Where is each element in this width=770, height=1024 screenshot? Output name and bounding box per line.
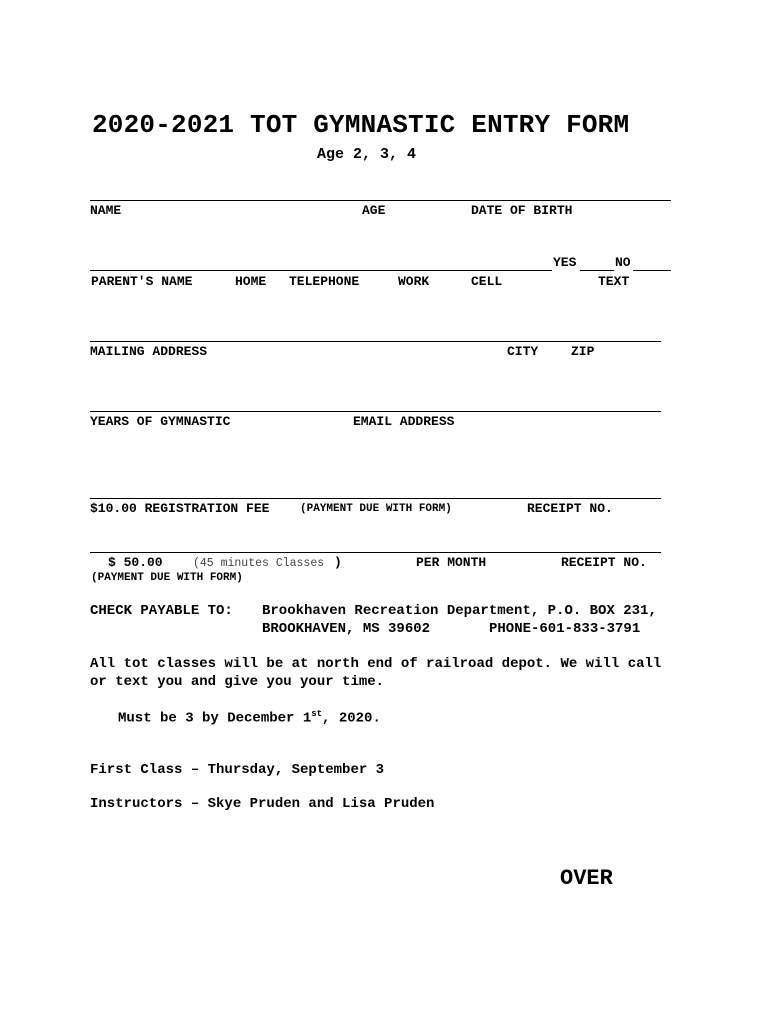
registration-fee-label: $10.00 REGISTRATION FEE (90, 501, 270, 516)
receipt-label-2: RECEIPT NO. (561, 555, 647, 570)
name-line[interactable] (90, 200, 671, 201)
yes-label: YES (553, 255, 577, 270)
parent-name-label: PARENT'S NAME (91, 274, 193, 289)
age-requirement-suffix: st (311, 709, 323, 719)
per-month-label: PER MONTH (416, 555, 487, 570)
check-payable-label: CHECK PAYABLE TO: (90, 603, 233, 619)
payee-line-1: Brookhaven Recreation Department, P.O. BOX 231, (262, 603, 657, 619)
age-requirement-text: Must be 3 by December 1 (118, 710, 312, 727)
payee-city: BROOKHAVEN, MS 39602 (262, 621, 431, 637)
monthly-amount: $ 50.00 (108, 555, 163, 570)
mailing-address-label: MAILING ADDRESS (90, 344, 208, 359)
dob-label: DATE OF BIRTH (471, 203, 573, 218)
monthly-line[interactable] (90, 552, 661, 553)
no-blank[interactable] (633, 270, 671, 271)
class-note-paren: ) (334, 555, 342, 570)
city-label: CITY (507, 344, 539, 359)
yes-blank[interactable] (580, 270, 614, 271)
email-label: EMAIL ADDRESS (353, 414, 455, 429)
fee-due-note: (PAYMENT DUE WITH FORM) (300, 503, 452, 515)
location-info-line-2: or text you and give you your time. (90, 674, 385, 690)
fee-line[interactable] (90, 498, 661, 499)
age-requirement (118, 709, 381, 727)
over-label: OVER (560, 866, 613, 891)
work-label: WORK (398, 274, 430, 289)
text-label: TEXT (598, 274, 630, 289)
instructors: Instructors – Skye Pruden and Lisa Pruden (90, 796, 435, 812)
age-subtitle: Age 2, 3, 4 (317, 146, 417, 163)
years-label: YEARS OF GYMNASTIC (90, 414, 231, 429)
age-label: AGE (362, 203, 386, 218)
first-class: First Class – Thursday, September 3 (90, 762, 385, 778)
name-label: NAME (90, 203, 122, 218)
home-label: HOME (235, 274, 267, 289)
payee-phone: PHONE-601-833-3791 (489, 621, 641, 637)
address-line[interactable] (90, 341, 661, 342)
location-info-line-1: All tot classes will be at north end of railroad depot. We will call (90, 656, 662, 672)
monthly-due-note: (PAYMENT DUE WITH FORM) (91, 572, 243, 584)
no-label: NO (615, 255, 631, 270)
receipt-label-1: RECEIPT NO. (527, 501, 613, 516)
class-length-note: (45 minutes Classes (193, 557, 325, 570)
zip-label: ZIP (571, 344, 595, 359)
cell-label: CELL (471, 274, 503, 289)
years-email-line[interactable] (90, 411, 661, 412)
form-title: 2020-2021 TOT GYMNASTIC ENTRY FORM (92, 110, 630, 140)
telephone-label: TELEPHONE (289, 274, 360, 289)
age-requirement-year: , 2020. (322, 710, 381, 727)
parent-line[interactable] (90, 270, 552, 271)
